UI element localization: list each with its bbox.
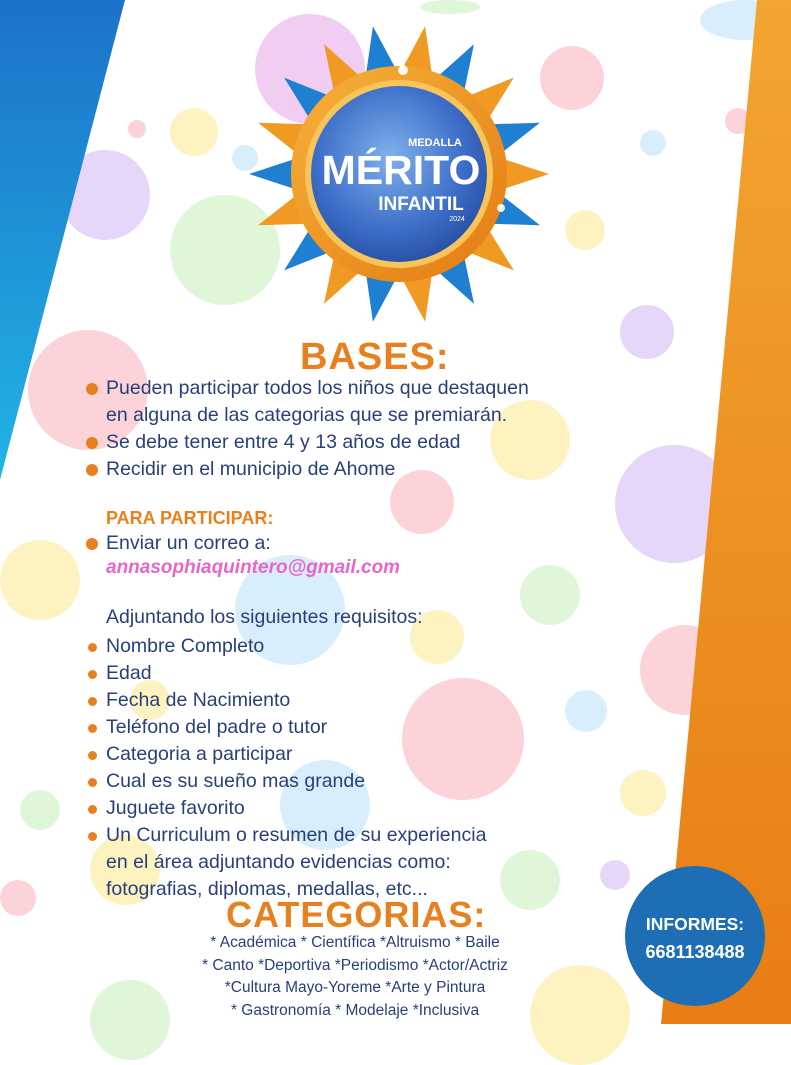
participar-step (86, 530, 271, 557)
medal-main-word: MÉRITO (321, 147, 481, 193)
requirements-intro: Adjuntando los siguientes requisitos: (106, 606, 423, 628)
medal-year: 2024 (449, 216, 465, 223)
list-item: Cual es su sueño mas grande (86, 768, 486, 795)
list-item: Se debe tener entre 4 y 13 años de edad (86, 429, 529, 456)
informes-badge (625, 866, 765, 1006)
list-item: Recidir en el municipio de Ahome (86, 456, 529, 483)
contact-email-link[interactable]: annasophiaquintero@gmail.com (106, 557, 401, 578)
list-item: Un Curriculum o resumen de su experiencia en el área adjuntando evidencias como: fotografias, diplomas, medallas, etc... (86, 822, 486, 903)
bases-title: BASES: (300, 336, 450, 378)
category-line: * Gastronomía * Modelaje *Inclusiva (230, 1001, 480, 1019)
categorias-title: CATEGORIAS: (226, 894, 487, 935)
list-item: Categoria a participar (86, 741, 486, 768)
medal-top-word: MEDALLA (408, 137, 462, 149)
medal-sub-word: INFANTIL (378, 194, 464, 215)
categorias-list (160, 932, 550, 1022)
medal-badge (243, 14, 555, 326)
list-item: Fecha de Nacimiento (86, 687, 486, 714)
category-line: * Académica * Científica *Altruismo * Baile (210, 934, 500, 951)
list-item: Juguete favorito (86, 795, 486, 822)
category-line: *Cultura Mayo-Yoreme *Arte y Pintura (224, 979, 486, 996)
list-item: Pueden participar todos los niños que destaquen en alguna de las categorias que se premiarán. (86, 375, 529, 429)
sparkle-icon (398, 65, 408, 75)
sparkle-icon (497, 204, 505, 212)
category-line: * Canto *Deportiva *Periodismo *Actor/Actriz (202, 956, 508, 974)
list-item: Edad (86, 660, 486, 687)
list-item: Teléfono del padre o tutor (86, 714, 486, 741)
informes-phone[interactable]: 6681138488 (645, 942, 745, 962)
requirements-list (86, 633, 486, 903)
participar-title: PARA PARTICIPAR: (106, 508, 274, 528)
informes-label: INFORMES: (645, 914, 745, 934)
list-item: Nombre Completo (86, 633, 486, 660)
list-item: Enviar un correo a: (86, 530, 271, 557)
bases-list (86, 375, 529, 483)
